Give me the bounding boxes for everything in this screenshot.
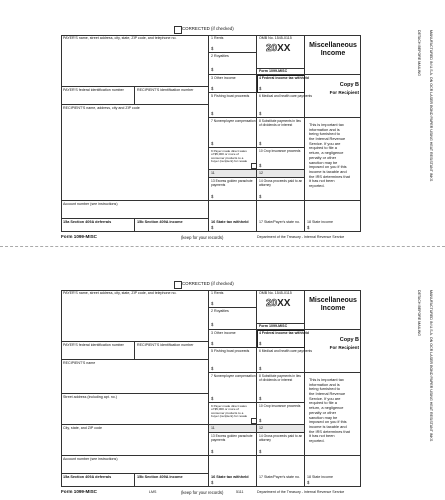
form-copy-bottom: CORRECTED (if checked) PAYER'S name, street address, city, state, ZIP code, and telephone no. PAYER'S federal identification number RECIPIENT'S identification number RECIPIENT'S name Street address (including apt. no.) City, state, and ZIP code Account number (see instructions) 15a Section 409A deferrals 15b Section 409A income 1 Rents $ OMB No. 1545-0115 20XX Form 1099-MISC 2 Royalties $ 3 Other income $ 4 Federal income tax withheld $ 5 Fishing boat proceeds $ 6 Medical and health care payments $ 7 Nonemployee compensation $ 8 Substitute payments in lieu of dividends or interest $ 9 Payer made direct sales of $5,000 or more of consumer products to a buyer (recipient) for resale 10 Crop insurance proceeds $ 11 12 13 Excess golden parachute payments $ 14 Gross proceeds paid to an attorney $ 16 State tax withheld $ 17 State/Payer's state no. 18 State income $ Miscellaneous Income Copy B For Recipient This is important tax information and is being furnished to the Internal Revenue Service. If you are required to file a return, a negligence penalty or other sanction may be imposed on you if this income is taxable and the IRS determines that it has not been reported. Form 1099-MISC LMS (keep for your records) 5111 Department of the Treasury - Internal Revenue Service	[61, 281, 359, 495]
box-9-label: 9 Payer made direct sales of $5,000 or more of consumer products to a buyer (recipient) for resale	[211, 404, 248, 419]
box-17[interactable]	[257, 456, 305, 487]
box-17[interactable]	[257, 201, 305, 232]
tax-year: 20XX	[266, 298, 291, 309]
corrected-checkbox[interactable]	[174, 26, 182, 34]
box-18[interactable]	[305, 456, 361, 487]
corrected-checkbox[interactable]	[174, 281, 182, 289]
box-8-label: 8 Substitute payments in lieu of dividends or interest	[259, 119, 302, 127]
side-margin-text-bottom: DETACH BEFORE MAILING MANUFACTURED IN U.S.A. ON OCR LASER BOND PAPER USING HEAT RESISTANT INKS	[417, 290, 433, 442]
box-11[interactable]	[209, 170, 257, 178]
info-text: This is important tax information and is being furnished to the Internal Revenue Service. If you are required to file a return, a negligence penalty or other sanction may be imposed on you if this income is taxable and the IRS determines that it has not been reported.	[309, 378, 350, 443]
box-8-label: 8 Substitute payments in lieu of dividends or interest	[259, 374, 302, 382]
tax-year: 20XX	[266, 43, 291, 54]
perforation-line	[0, 246, 445, 247]
form-copy-top: CORRECTED (if checked) PAYER'S name, street address, city, state, ZIP code, and telephone no. PAYER'S federal identification number RECIPIENT'S identification number RECIPIENT'S name, address, city and ZIP code Account number (see instructions) 15a Section 409A deferrals 15b Section 409A income 1 Rents $ OMB No. 1545-0115 20XX Form 1099-MISC 2 Royalties $ 3 Other income $ 4 Federal income tax withheld $ 5 Fishing boat proceeds $ 6 Medical and health care payments $ 7 Nonemployee compensation $ 8 Substitute payments in lieu of dividends or interest $ 9 Payer made direct sales of $5,000 or more of consumer products to a buyer (recipient) for resale 10 Crop insurance proceeds $ 11 12 13 Excess golden parachute payments $ 14 Gross proceeds paid to an attorney $ 16 State tax withheld $ 17 State/Payer's state no. 18 State income $ Miscellaneous Income Copy B For Recipient This is important tax information and is being furnished to the Internal Revenue Service. If you are required to file a return, a negligence penalty or other sanction may be imposed on you if this income is taxable and the IRS determines that it has not been reported. Form 1099-MISC (keep for your records) Department of the Treasury - Internal Revenue Service	[61, 26, 359, 240]
box-12[interactable]	[257, 425, 305, 433]
box-13-label: 13 Excess golden parachute payments	[211, 179, 253, 187]
box-14-label: 14 Gross proceeds paid to an attorney	[259, 179, 303, 187]
box-16[interactable]	[209, 201, 257, 232]
box-18[interactable]	[305, 201, 361, 232]
payer-name-box[interactable]	[61, 290, 209, 342]
box-16[interactable]	[209, 456, 257, 487]
box-14-label: 14 Gross proceeds paid to an attorney	[259, 434, 303, 442]
form-title: Miscellaneous Income	[309, 42, 357, 58]
info-text: This is important tax information and is being furnished to the Internal Revenue Service. If you are required to file a return, a negligence penalty or other sanction may be imposed on you if this income is taxable and the IRS determines that it has not been reported.	[309, 123, 350, 188]
box-12[interactable]	[257, 170, 305, 178]
copy-sub: For Recipient	[329, 345, 359, 350]
copy-sub: For Recipient	[329, 90, 359, 95]
payer-name-box[interactable]	[61, 35, 209, 87]
copy-label: Copy B	[339, 82, 359, 88]
box-9-label: 9 Payer made direct sales of $5,000 or more of consumer products to a buyer (recipient) for resale	[211, 149, 248, 164]
box-11[interactable]	[209, 425, 257, 433]
recipient-address-box[interactable]	[61, 105, 209, 201]
side-margin-text-top: DETACH BEFORE MAILING MANUFACTURED IN U.S.A. ON OCR LASER BOND PAPER USING HEAT RESISTANT INKS	[417, 30, 433, 182]
copy-label: Copy B	[339, 337, 359, 343]
form-title: Miscellaneous Income	[309, 297, 357, 313]
corrected-label: CORRECTED (if checked)	[182, 26, 234, 31]
box-13-label: 13 Excess golden parachute payments	[211, 434, 253, 442]
